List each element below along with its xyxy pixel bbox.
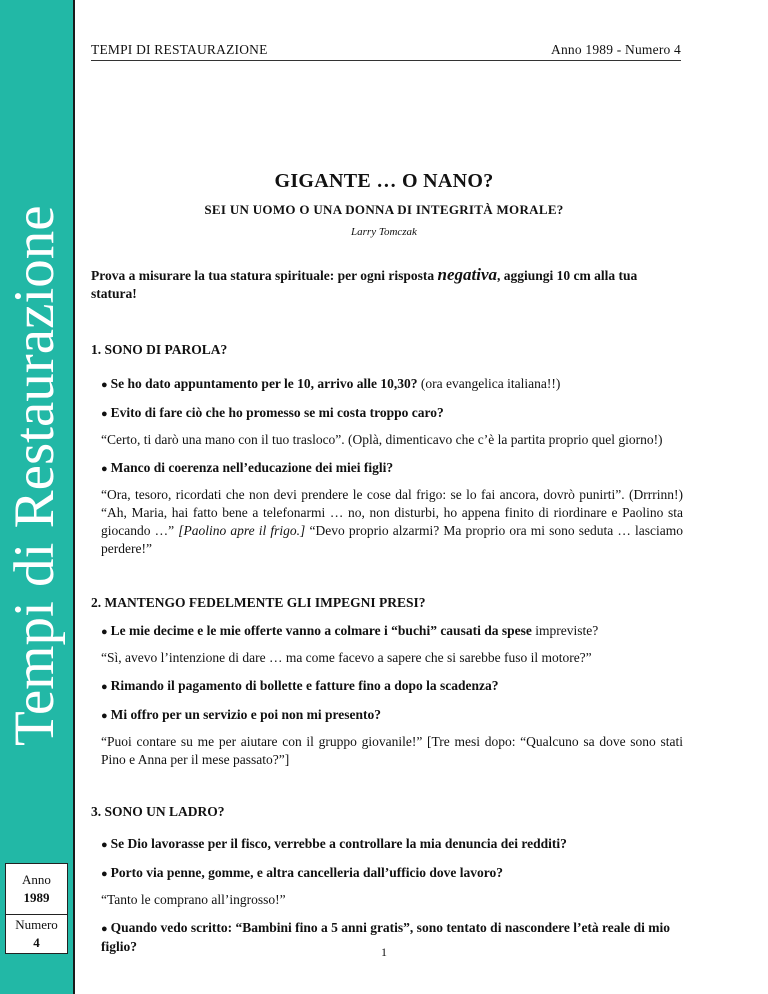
question-item [101, 835, 683, 854]
bullet-icon: ● [101, 626, 108, 638]
bullet-icon: ● [101, 839, 108, 851]
page-number: 1 [381, 945, 387, 959]
question-text: Se Dio lavorasse per il fisco, verrebbe a controllare la mia denuncia dei redditi? [110, 836, 567, 851]
question-text: Manco di coerenza nell’educazione dei miei figli? [110, 460, 394, 475]
question-item [101, 864, 683, 883]
section-1 [91, 341, 683, 558]
issue-info: Anno 1989 - Numero 4 [551, 42, 681, 57]
section-3 [91, 803, 683, 956]
article-body [91, 266, 683, 956]
section-title: 1. SONO DI PAROLA? [91, 342, 228, 357]
question-item [101, 677, 683, 696]
question-text: Mi offro per un servizio e poi non mi presento? [110, 707, 382, 722]
bullet-icon: ● [101, 379, 108, 391]
quote-text: “Sì, avevo l’intenzione di dare … ma come facevo a sapere che si sarebbe fuso il motore?” [101, 650, 592, 665]
stage-direction: [Paolino apre il frigo.] [178, 523, 306, 538]
bullet-icon: ● [101, 463, 108, 475]
section-title: 2. MANTENGO FEDELMENTE GLI IMPEGNI PRESI? [91, 595, 426, 610]
quote-text: “Ora, tesoro, ricordati che non devi prendere le cose dal frigo: se lo fai ancora, dovrò punirti”. (Drrrinn!) “Ah, Maria, hai fatto bene a telefonarmi … no, non disturbi, ho appena finito di riordinare e Paolino sta giocando …” [101, 487, 683, 538]
bullet-icon: ● [101, 710, 108, 722]
article-author: Larry Tomczak [351, 226, 417, 238]
question-item [101, 375, 683, 394]
question-text: Quando vedo scritto: “Bambini fino a 5 anni gratis”, sono tentato di nascondere l’età reale di mio figlio? [101, 920, 671, 954]
article-subtitle: SEI UN UOMO O UNA DONNA DI INTEGRITÀ MORALE? [204, 202, 564, 217]
question-text-end: impreviste? [531, 623, 599, 638]
publication-name: TEMPI DI RESTAURAZIONE [91, 42, 268, 57]
bullet-icon: ● [101, 868, 108, 880]
question-text: Le mie decime e le mie offerte vanno a colmare i “buchi” causati da spese [110, 623, 532, 638]
page-header [91, 40, 681, 61]
quote-text: “Certo, ti darò una mano con il tuo trasloco”. (Oplà, dimenticavo che c’è la partita proprio quel giorno!) [101, 432, 663, 447]
bullet-icon: ● [101, 681, 108, 693]
number-label: Numero [15, 917, 58, 932]
question-note: (ora evangelica italiana!!) [417, 376, 561, 391]
question-text: Rimando il pagamento di bollette e fatture fino a dopo la scadenza? [110, 678, 499, 693]
sidebar-title: Tempi di Restaurazione [3, 205, 66, 746]
question-item [101, 459, 683, 478]
quote-text-end: “Devo proprio alzarmi? Ma proprio ora mi sono seduta … lasciamo perdere!” [101, 523, 683, 556]
year-value: 1989 [23, 890, 50, 905]
quote-paragraph [101, 486, 683, 558]
question-item [101, 622, 683, 641]
sidebar [0, 0, 75, 994]
number-value: 4 [33, 935, 40, 950]
question-text: Evito di fare ciò che ho promesso se mi costa troppo caro? [110, 405, 444, 420]
year-box [5, 863, 68, 915]
question-item [101, 706, 683, 725]
intro-text: Prova a misurare la tua statura spirituale: per ogni risposta [91, 268, 438, 283]
bullet-icon: ● [101, 923, 108, 935]
quote-text: “Puoi contare su me per aiutare con il gruppo giovanile!” [Tre mesi dopo: “Qualcuno sa dove sono stati Pino e Anna per il mese passato?”] [101, 734, 683, 767]
section-2 [91, 594, 683, 769]
intro-emphasis: negativa [437, 265, 497, 284]
year-label: Anno [22, 872, 51, 887]
quote-text: “Tanto le comprano all’ingrosso!” [101, 892, 286, 907]
bullet-icon: ● [101, 408, 108, 420]
intro-text-end: , aggiungi 10 cm alla tua statura! [91, 268, 638, 301]
question-item [101, 404, 683, 423]
intro-paragraph [91, 266, 683, 303]
section-title: 3. SONO UN LADRO? [91, 804, 225, 819]
article-title: GIGANTE … O NANO? [274, 170, 494, 192]
question-text: Se ho dato appuntamento per le 10, arrivo alle 10,30? [110, 376, 418, 391]
question-text: Porto via penne, gomme, e altra cancelleria dall’ufficio dove lavoro? [110, 865, 503, 880]
